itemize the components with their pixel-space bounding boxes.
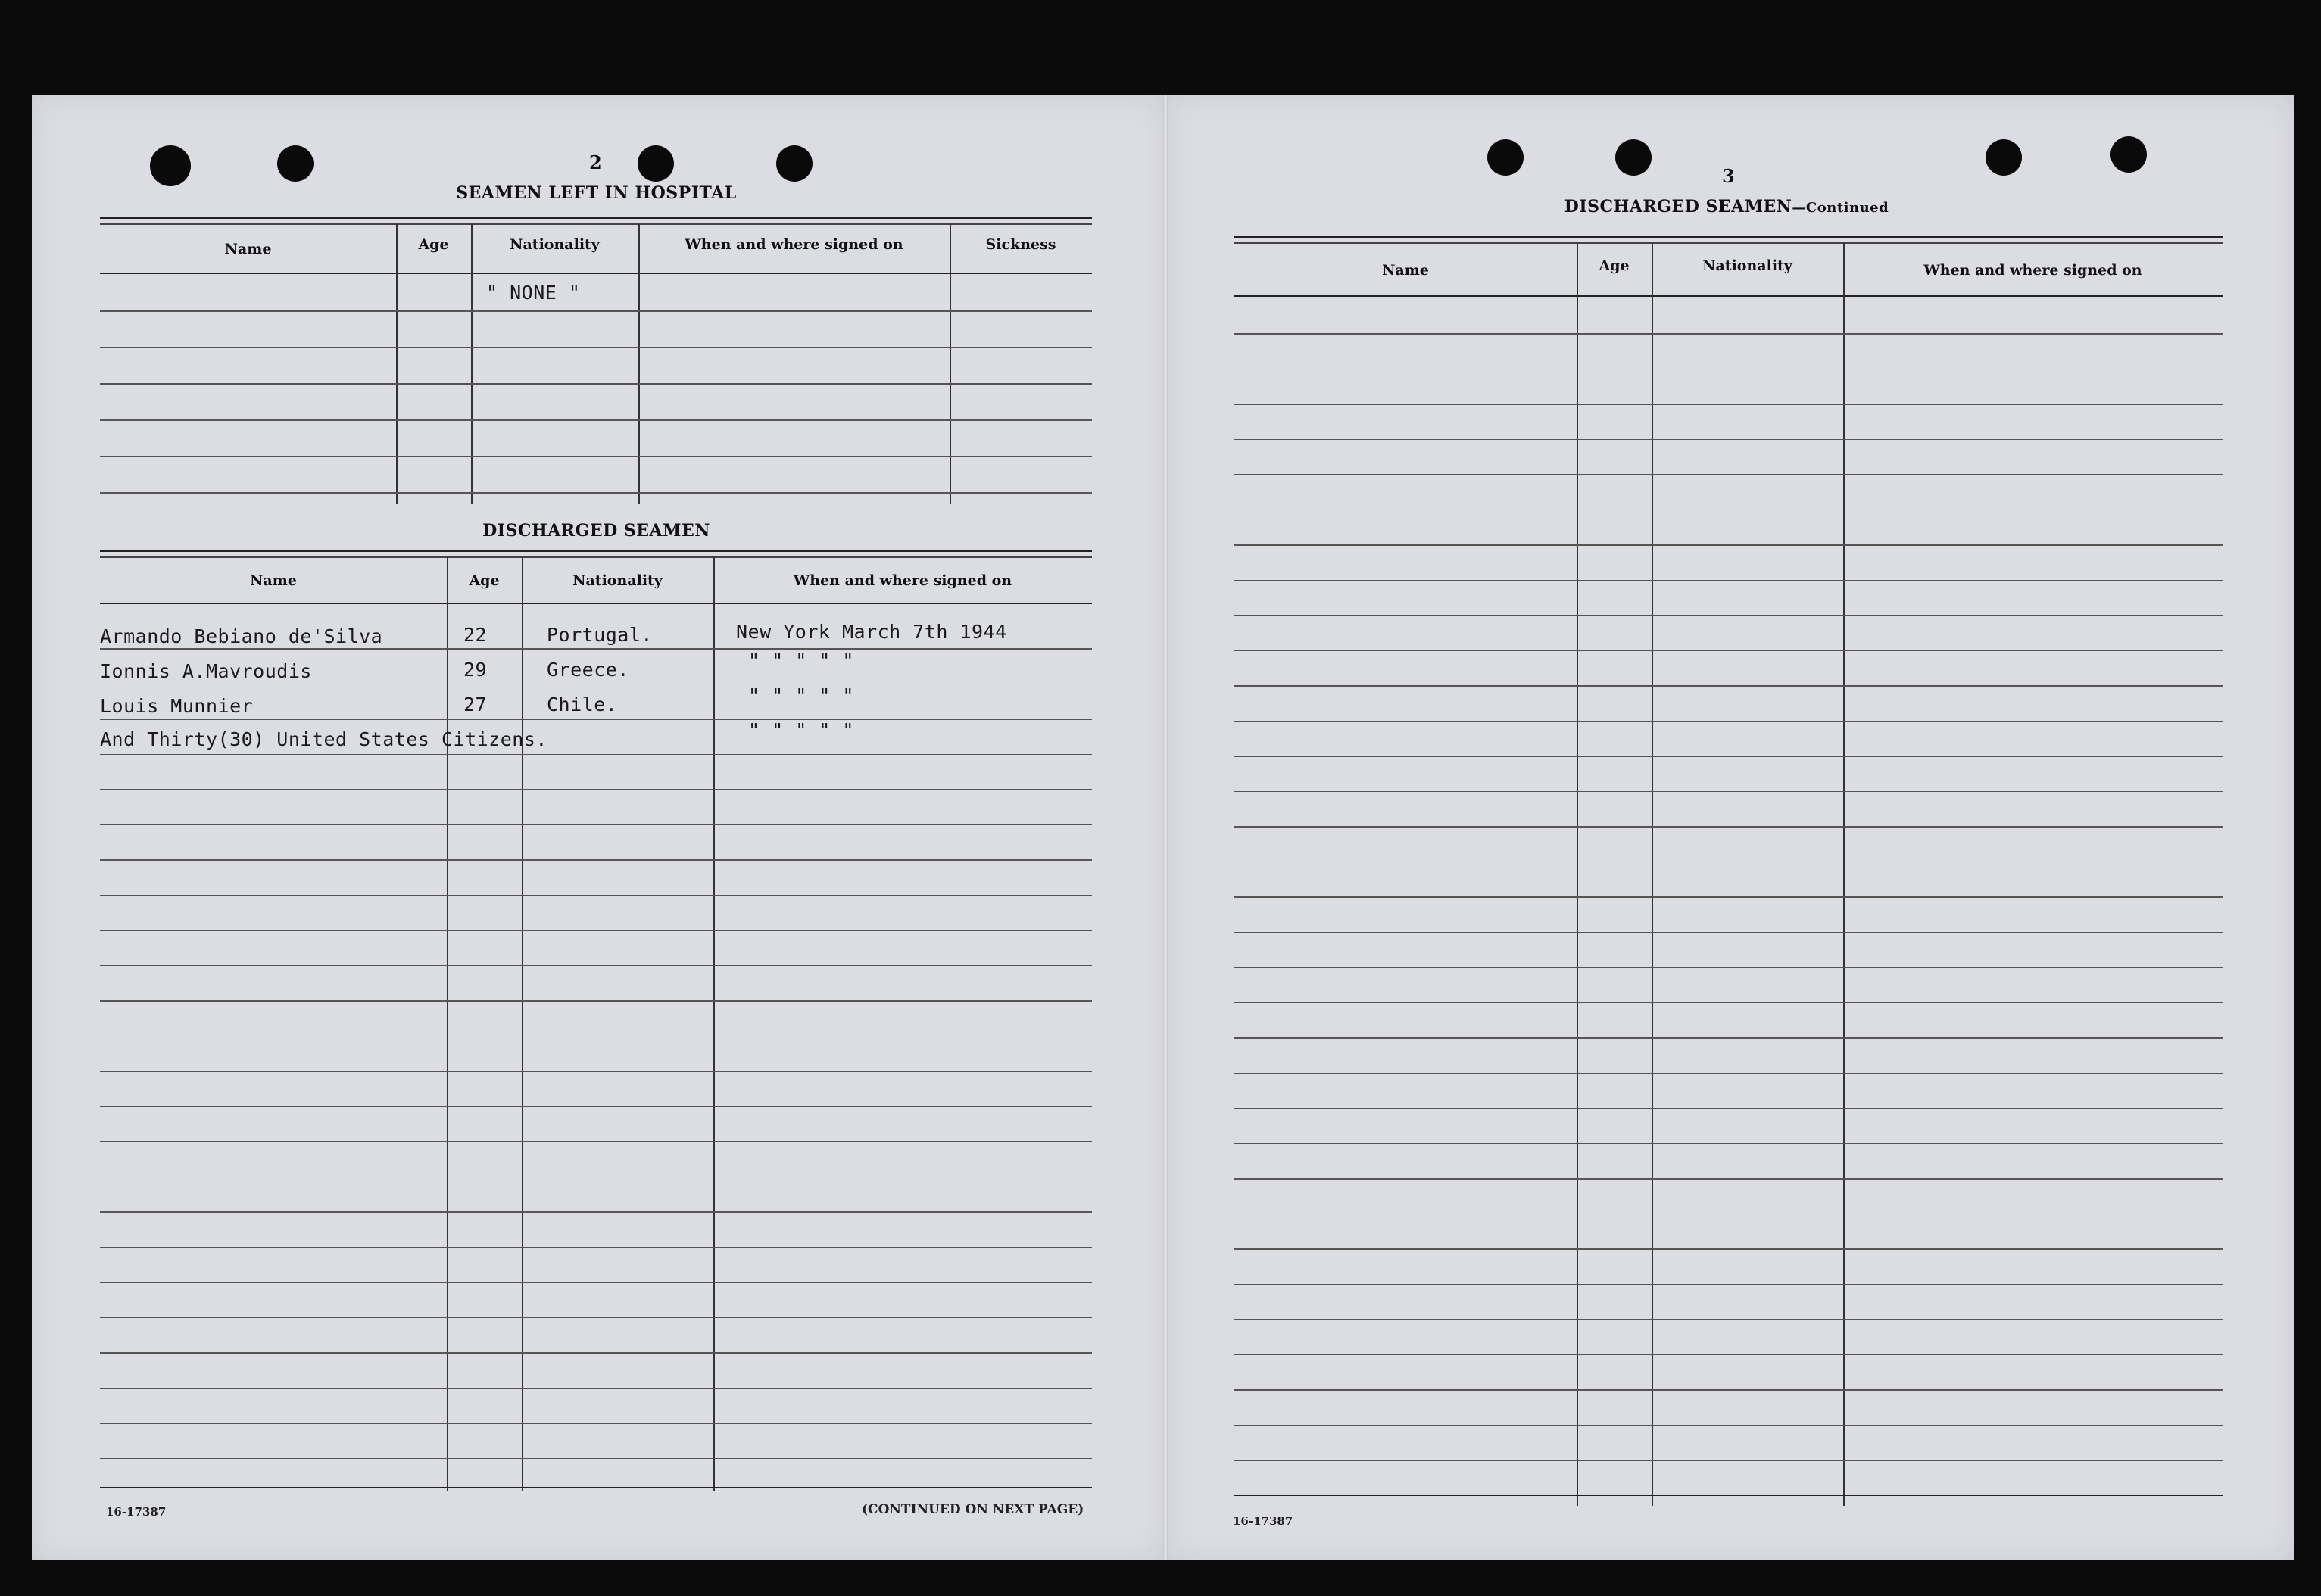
right-col-name: Name <box>1382 262 1429 279</box>
continued-note: (CONTINUED ON NEXT PAGE) <box>862 1502 1084 1517</box>
discharged-row-name: Louis Munnier <box>100 695 254 717</box>
discharged-row-name: Armando Bebiano de'Silva <box>100 625 383 647</box>
discharged-row-nationality: Chile. <box>547 694 618 715</box>
discharged-row-nationality: Greece. <box>547 659 629 681</box>
hospital-table-top-rule-2 <box>100 223 1092 225</box>
punch-hole <box>150 145 191 186</box>
discharged-col-signed-on: When and where signed on <box>793 572 1012 589</box>
discharged-row-name: Ionnis A.Mavroudis <box>100 660 312 682</box>
page-fold <box>1163 95 1168 1560</box>
discharged-row-signed-on: " " " " " <box>748 650 854 672</box>
hospital-col-name: Name <box>224 241 272 257</box>
right-section-title-main: DISCHARGED SEAMEN <box>1564 197 1792 217</box>
right-col-nationality: Nationality <box>1702 257 1792 274</box>
discharged-table-top-rule <box>100 550 1092 552</box>
right-table-top-rule-2 <box>1234 242 2223 244</box>
discharged-section-title: DISCHARGED SEAMEN <box>482 521 710 541</box>
discharged-row-signed-on: " " " " " <box>748 719 854 741</box>
hospital-table-rows <box>100 310 1092 507</box>
discharged-col-nationality: Nationality <box>572 572 663 589</box>
discharged-row-age: 29 <box>463 659 488 681</box>
right-table-rows <box>1234 333 2223 1514</box>
punch-hole <box>1986 139 2022 176</box>
form-number: 16-17387 <box>1233 1514 1293 1528</box>
hospital-col-sickness: Sickness <box>985 236 1056 253</box>
hospital-header-rule <box>100 273 1092 274</box>
discharged-col-name: Name <box>250 572 297 589</box>
discharged-row-signed-on: New York March 7th 1944 <box>736 621 1007 643</box>
right-col-age: Age <box>1599 257 1630 274</box>
punch-hole <box>2110 136 2147 173</box>
discharged-table-top-rule-2 <box>100 556 1092 558</box>
discharged-col-age: Age <box>469 572 500 589</box>
discharged-row-nationality: Portugal. <box>547 624 653 646</box>
hospital-table-top-rule <box>100 217 1092 219</box>
page-number: 3 <box>1722 165 1735 187</box>
punch-hole <box>277 145 314 182</box>
form-number: 16-17387 <box>106 1505 167 1519</box>
right-table-top-rule <box>1234 236 2223 238</box>
discharged-row-name: And Thirty(30) United States Citizens. <box>100 728 547 750</box>
hospital-section-title: SEAMEN LEFT IN HOSPITAL <box>456 183 737 203</box>
hospital-col-age: Age <box>418 236 449 253</box>
hospital-none-entry: " NONE " <box>486 282 581 304</box>
discharged-table-rows <box>100 648 1092 1496</box>
page-number: 2 <box>589 151 602 173</box>
discharged-header-rule <box>100 603 1092 604</box>
punch-hole <box>1487 139 1524 176</box>
hospital-col-nationality: Nationality <box>510 236 600 253</box>
discharged-row-age: 22 <box>463 624 488 646</box>
punch-hole <box>776 145 813 182</box>
discharged-row-age: 27 <box>463 694 488 715</box>
right-section-title <box>1530 197 1923 217</box>
punch-hole <box>638 145 674 182</box>
hospital-col-signed-on: When and where signed on <box>685 236 903 253</box>
right-section-title-suffix: —Continued <box>1792 200 1889 216</box>
right-header-rule <box>1234 295 2223 297</box>
discharged-row-signed-on: " " " " " <box>748 684 854 706</box>
right-col-signed-on: When and where signed on <box>1923 262 2142 279</box>
punch-hole <box>1615 139 1652 176</box>
